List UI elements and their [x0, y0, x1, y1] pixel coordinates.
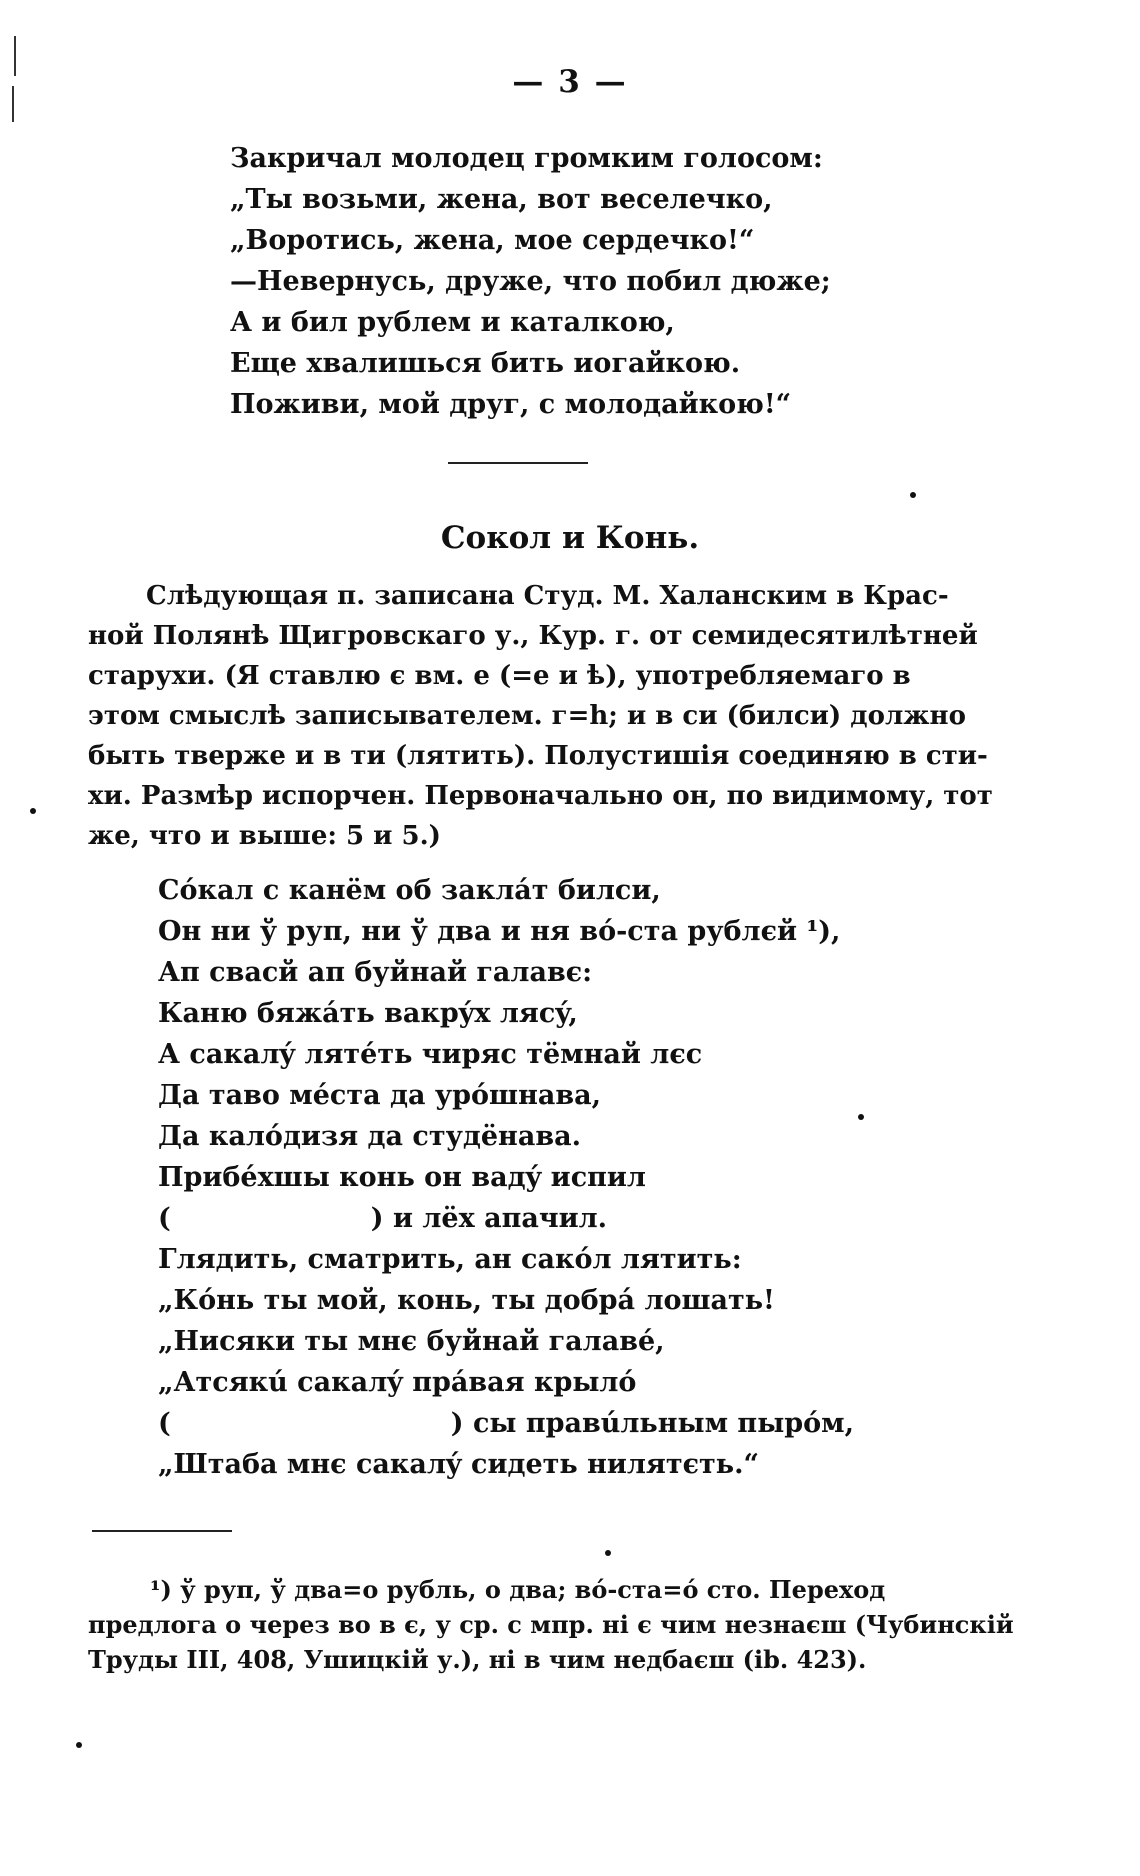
gap-open-paren: (	[158, 1203, 171, 1234]
poem-line: „Штаба мнє сакалý сидеть нилятєть.“	[158, 1449, 760, 1480]
paragraph-line: ной Полянѣ Щигровскаго у., Кур. г. от семидесятилѣтней	[88, 621, 978, 651]
poem-sokol-kon	[158, 870, 1028, 1485]
scan-speck	[76, 1742, 82, 1748]
scan-speck	[30, 808, 36, 814]
intro-paragraph	[88, 576, 993, 856]
paragraph-line: этом смыслѣ записывателем. г=h; и в си (билси) должно	[88, 701, 966, 731]
scan-speck	[910, 492, 916, 498]
poem-top-line: А и бил рублем и каталкою,	[230, 307, 675, 338]
poem-line: Прибéхшы конь он вадý испил	[158, 1162, 646, 1193]
poem-line: „Нисяки ты мнє буйнай галавé,	[158, 1326, 665, 1357]
paragraph-line: же, что и выше: 5 и 5.)	[88, 821, 441, 851]
scan-margin-mark	[14, 36, 16, 76]
gap-line-text: ) и лёх апачил.	[370, 1203, 608, 1234]
footnote-line: Труды III, 408, Ушицкій у.), ні в чим недбаєш (ib. 423).	[88, 1645, 867, 1674]
paragraph-line: Слѣдующая п. записана Студ. М. Халанским в Крас-	[146, 581, 949, 611]
section-title: Сокол и Конь.	[440, 520, 700, 556]
poem-line-with-gap	[158, 1198, 1028, 1239]
poem-line: Он ни ў руп, ни ў два и ня вó-ста рублєй ¹),	[158, 916, 841, 947]
poem-line-with-gap	[158, 1403, 1028, 1444]
poem-top-line: —Невернусь, друже, что побил дюже;	[230, 266, 831, 297]
poem-top-line: „Воротись, жена, мое сердечко!“	[230, 225, 755, 256]
paragraph-line: хи. Размѣр испорчен. Первоначально он, по видимому, тот	[88, 781, 993, 811]
poem-top-line: „Ты возьми, жена, вот веселечко,	[230, 184, 773, 215]
footnote-divider	[92, 1530, 232, 1532]
footnote-line: ¹) ў руп, ў два=о рубль, о два; вó-ста=ó сто. Переход	[150, 1575, 886, 1604]
poem-line: Ап свасй ап буйнай галавє:	[158, 957, 593, 988]
poem-top-line: Поживи, мой друг, с молодайкою!“	[230, 389, 792, 420]
poem-line: Сóкал с канём об заклáт билси,	[158, 875, 661, 906]
poem-top-line: Еще хвалишься бить иогайкою.	[230, 348, 741, 379]
footnote-line: предлога о через во в є, у ср. с мпр. ні є чим незнаєш (Чубинскій	[88, 1610, 1014, 1639]
paragraph-line: быть тверже и в ти (лятить). Полустишія соединяю в сти-	[88, 741, 988, 771]
page-number: — 3 —	[512, 64, 628, 100]
poem-line: Каню бяжáть вакрýх лясý,	[158, 998, 578, 1029]
gap-line-text: ) сы правúльным пырóм,	[450, 1408, 855, 1439]
poem-line: Да калóдизя да студёнава.	[158, 1121, 581, 1152]
poem-top-line: Закричал молодец громким голосом:	[230, 143, 823, 174]
poem-line: „Атсякú сакалý прáвая крылó	[158, 1367, 637, 1398]
paragraph-line: старухи. (Я ставлю є вм. е (=е и ѣ), употребляемаго в	[88, 661, 911, 691]
poem-line: Глядить, сматрить, ан сакóл лятить:	[158, 1244, 742, 1275]
footnote	[88, 1572, 1014, 1677]
poem-line: А сакалý лятéть чиряс тёмнай лєс	[158, 1039, 703, 1070]
poem-line: „Кóнь ты мой, конь, ты добрá лошать!	[158, 1285, 775, 1316]
scan-speck	[858, 1114, 864, 1120]
poem-line: Да таво мéста да урóшнава,	[158, 1080, 601, 1111]
scan-speck	[605, 1550, 611, 1556]
poem-top	[230, 138, 1100, 425]
scan-margin-mark	[12, 86, 14, 122]
gap-open-paren: (	[158, 1408, 171, 1439]
section-divider	[448, 462, 588, 464]
